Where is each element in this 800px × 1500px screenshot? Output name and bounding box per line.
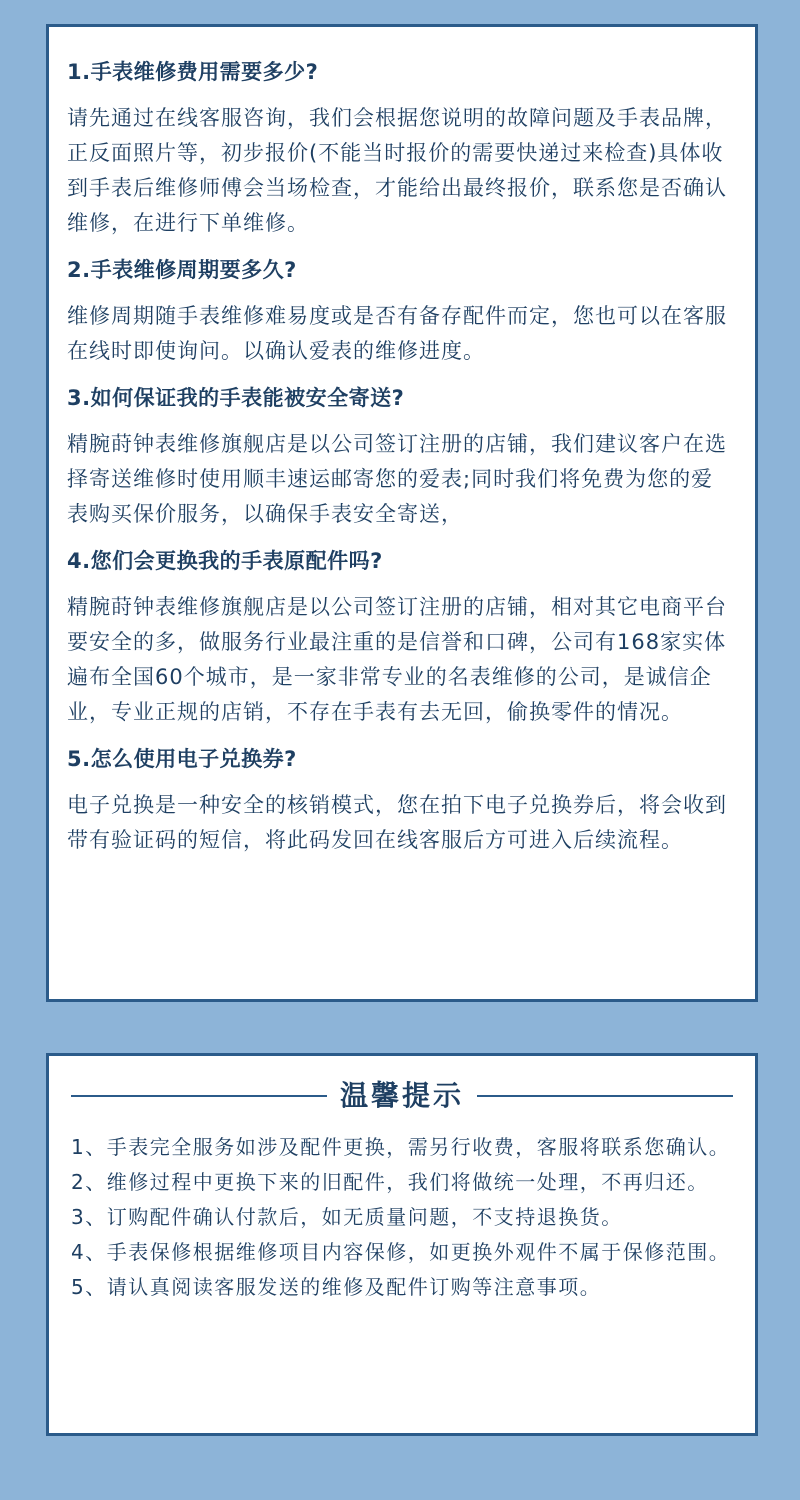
tips-card bbox=[46, 1053, 758, 1436]
faq-question: 3.如何保证我的手表能被安全寄送? bbox=[67, 386, 405, 410]
faq-answer: 电子兑换是一种安全的核销模式，您在拍下电子兑换券后，将会收到带有验证码的短信，将此码发回在线客服后方可进入后续流程。 bbox=[67, 793, 727, 852]
faq-question: 1.手表维修费用需要多少? bbox=[67, 60, 319, 84]
faq-item-3 bbox=[67, 383, 733, 532]
faq-question: 5.怎么使用电子兑换券? bbox=[67, 747, 297, 771]
faq-answer: 维修周期随手表维修难易度或是否有备存配件而定，您也可以在客服在线时即使询问。以确认爱表的维修进度。 bbox=[67, 304, 727, 363]
faq-item-2 bbox=[67, 255, 733, 369]
tip-item-1: 1、手表完全服务如涉及配件更换，需另行收费，客服将联系您确认。 bbox=[71, 1135, 731, 1159]
tip-item-2: 2、维修过程中更换下来的旧配件，我们将做统一处理，不再归还。 bbox=[71, 1170, 709, 1194]
faq-item-4 bbox=[67, 546, 733, 730]
tip-item-3: 3、订购配件确认付款后，如无质量问题，不支持退换货。 bbox=[71, 1205, 623, 1229]
faq-question: 2.手表维修周期要多久? bbox=[67, 258, 297, 282]
divider-line-left bbox=[71, 1095, 327, 1097]
divider-line-right bbox=[477, 1095, 733, 1097]
faq-item-1 bbox=[67, 57, 733, 241]
tips-header bbox=[71, 1076, 733, 1116]
tip-item-5: 5、请认真阅读客服发送的维修及配件订购等注意事项。 bbox=[71, 1275, 602, 1299]
tip-item-4: 4、手表保修根据维修项目内容保修，如更换外观件不属于保修范围。 bbox=[71, 1240, 731, 1264]
faq-item-5 bbox=[67, 744, 733, 858]
tips-title: 温馨提示 bbox=[339, 1079, 464, 1112]
faq-answer: 精腕莳钟表维修旗舰店是以公司签订注册的店铺，相对其它电商平台要安全的多，做服务行业最注重的是信誉和口碑，公司有168家实体遍布全国60个城市，是一家非常专业的名表维修的公司，是诚信企业，专业正规的店销，不存在手表有去无回，偷换零件的情况。 bbox=[67, 595, 727, 724]
faq-question: 4.您们会更换我的手表原配件吗? bbox=[67, 549, 383, 573]
faq-answer: 精腕莳钟表维修旗舰店是以公司签订注册的店铺，我们建议客户在选择寄送维修时使用顺丰速运邮寄您的爱表;同时我们将免费为您的爱表购买保价服务，以确保手表安全寄送， bbox=[67, 432, 727, 526]
faq-card bbox=[46, 24, 758, 1002]
faq-answer: 请先通过在线客服咨询，我们会根据您说明的故障问题及手表品牌，正反面照片等，初步报价(不能当时报价的需要快递过来检查)具体收到手表后维修师傅会当场检查，才能给出最终报价，联系您是否确认维修，在进行下单维修。 bbox=[67, 106, 727, 235]
